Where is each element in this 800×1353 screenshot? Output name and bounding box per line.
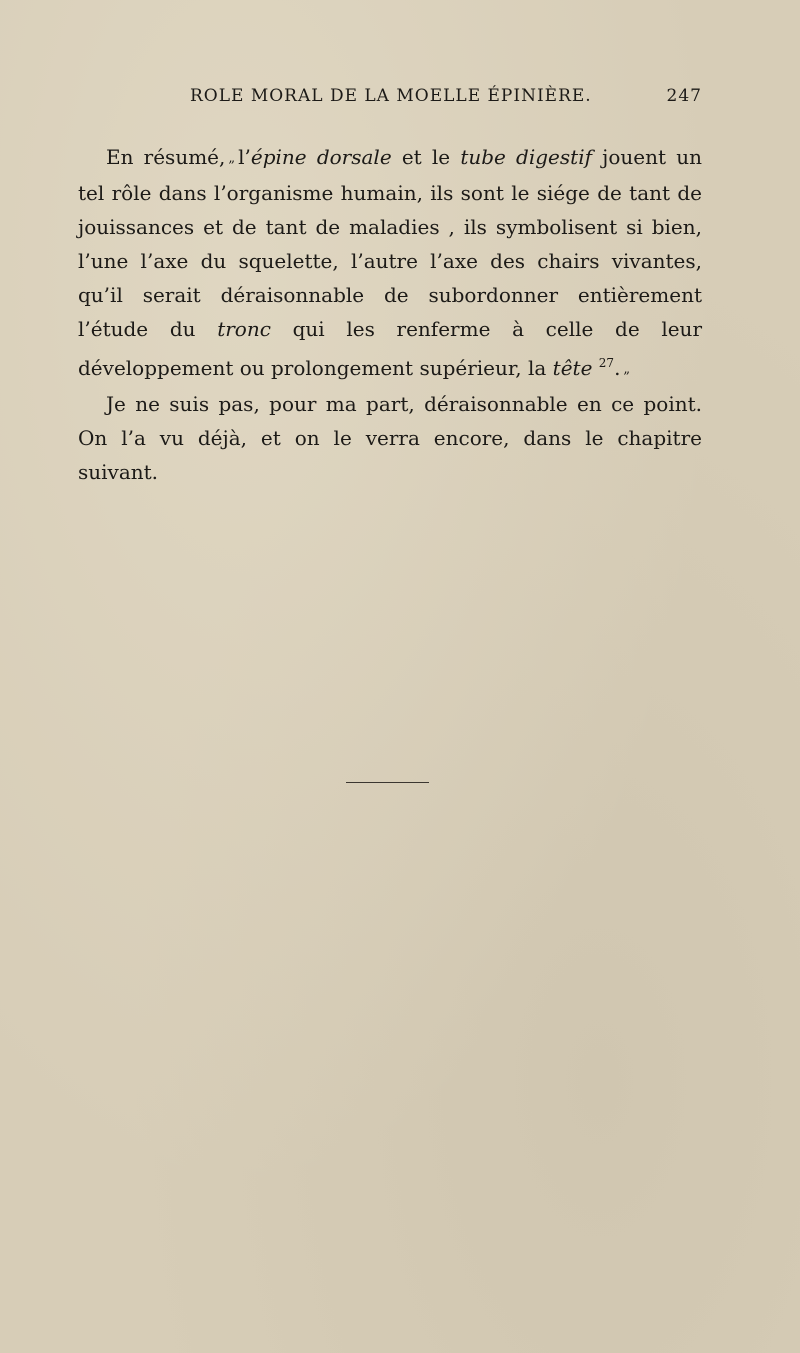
closing-quote: „ xyxy=(623,362,631,377)
text-run: et le xyxy=(391,145,461,169)
section-divider-rule xyxy=(346,782,429,783)
text-run: qui les renferme à celle de leur développement ou prolongement supérieur, la xyxy=(78,317,703,380)
text-run: En résumé, xyxy=(106,145,226,169)
text-run: jouent un tel rôle dans l’organisme humain, ils sont le siége de tant de jouissances et de tant de maladies , ils symbolisent si bien, l’une l’axe du squelette, l’autre l’axe des chairs vivantes, qu’il serait déraisonnable de subordonner entièrement l’étude du xyxy=(78,145,703,341)
text-run: l’ xyxy=(238,145,251,169)
page-number: 247 xyxy=(666,86,702,106)
body-text xyxy=(78,140,702,489)
italic-term-epine: épine dorsale xyxy=(250,145,392,169)
paragraph-summary xyxy=(78,140,702,387)
italic-term-tube: tube digestif xyxy=(460,145,592,169)
italic-term-tete: tête xyxy=(552,356,593,380)
italic-term-tronc: tronc xyxy=(217,317,271,341)
page-header xyxy=(80,86,702,114)
footnote-reference: 27 xyxy=(598,356,615,370)
text-run: . xyxy=(614,356,621,380)
paragraph-conclusion: Je ne suis pas, pour ma part, déraisonnable en ce point. On l’a vu déjà, et on le verra encore, dans le chapitre suivant. xyxy=(78,392,702,484)
running-title: ROLE MORAL DE LA MOELLE ÉPINIÈRE. xyxy=(190,86,592,106)
opening-quote: „ xyxy=(228,151,236,166)
